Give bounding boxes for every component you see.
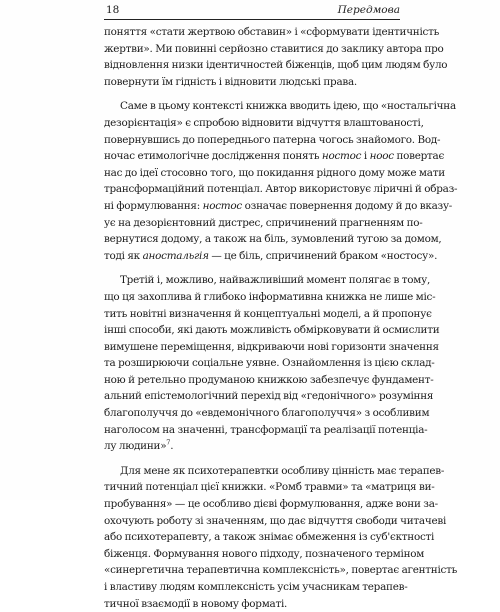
text-line: Для мене як психотерапевтки особливу цінність має терапев- xyxy=(120,464,445,477)
text-line: тить новітні визначення й концептуальні моделі, а й пропонує xyxy=(104,307,432,320)
text-line: дезорієнтація» є спробою відновити відчуття влаштованості, xyxy=(104,116,424,129)
running-head: Передмова xyxy=(337,4,400,16)
page-header xyxy=(104,3,400,20)
text-line: повернути їм гідність і відновити людські права. xyxy=(104,75,357,88)
text-line: лу людини»$^7$. xyxy=(104,438,174,453)
text-line: або психотерапевту, а також знімає обмеження із суб'єктності xyxy=(104,531,435,544)
text-line: наголосом на значенні, трансформації та реалізації потенціа- xyxy=(104,423,428,436)
paragraph xyxy=(104,272,440,455)
text-line: нас до ідеї стосовно того, що покидання рідного дому може мати xyxy=(104,166,445,179)
text-line: повернувшись до попереднього патерна чогось знайомого. Вод- xyxy=(104,133,441,146)
text-line: відновлення низки ідентичностей біженців, щоб цим людям було xyxy=(104,59,448,72)
text-line: тоді як аностальгія — це біль, спричинений браком «ностосу». xyxy=(104,249,438,262)
text-line: та розширюючи соціальне уявне. Ознайомлення із цією склад- xyxy=(104,357,435,370)
text-line: охочують роботу зі значенням, що дає відчуття свободи читачеві xyxy=(104,514,447,527)
text-line: трансформаційний потенціал. Автор використовує ліричні й образ- xyxy=(104,183,458,196)
text-line: вернутися додому, а також на біль, зумовлений тугою за домом, xyxy=(104,233,442,246)
text-line: альний епістемологічний перехід від «гедонічного» розуміння xyxy=(104,390,434,403)
text-line: ні формулювання: ностос означає повернення додому й до вказу- xyxy=(104,199,453,212)
page-number: 18 xyxy=(106,4,120,16)
body-text xyxy=(104,24,458,612)
text-line: Третій і, можливо, найважливіший момент полягає в тому, xyxy=(120,274,431,287)
text-line: «синергетична терапевтична комплексність», повертає агентність xyxy=(104,564,458,577)
paragraph xyxy=(104,463,458,612)
text-line: тичний потенціал цієї книжки. «Ромб травми» та «матриця ви- xyxy=(104,481,435,494)
text-line: ночас етимологічне дослідження понять ностос і ноос повертає xyxy=(104,150,445,163)
text-line: ною й ретельно продуманою книжкою забезпечує фундамент- xyxy=(104,373,434,386)
text-line: Саме в цьому контексті книжка вводить ідею, що «ностальгічна xyxy=(120,100,456,113)
text-line: жертви». Ми повинні серйозно ставитися до заклику автора про xyxy=(104,42,444,55)
text-line: пробування» — це особливо дієві формулювання, адже вони за- xyxy=(104,498,438,511)
text-line: поняття «стати жертвою обставин» і «сформувати ідентичність xyxy=(104,26,440,38)
text-line: що ця захоплива й глибоко інформативна книжка не лише міс- xyxy=(104,290,436,303)
text-line: біженця. Формування нового підходу, позначеного терміном xyxy=(104,547,425,560)
text-line: інші способи, які дають можливість обмірковувати й осмислити xyxy=(104,324,440,337)
paragraph xyxy=(104,98,458,264)
text-line: тичної взаємодії в новому форматі. xyxy=(104,597,288,610)
text-line: і властиву людям комплексність усім учасникам терапев- xyxy=(104,581,408,593)
paragraph xyxy=(104,24,448,90)
text-line: ує на дезорієнтовний дистрес, спричинений прагненням по- xyxy=(104,216,423,229)
text-line: благополуччя до «евдемонічного благополуччя» з особливим xyxy=(104,407,430,420)
text-line: вимушене переміщення, відкриваючи нові горизонти значення xyxy=(104,340,439,353)
